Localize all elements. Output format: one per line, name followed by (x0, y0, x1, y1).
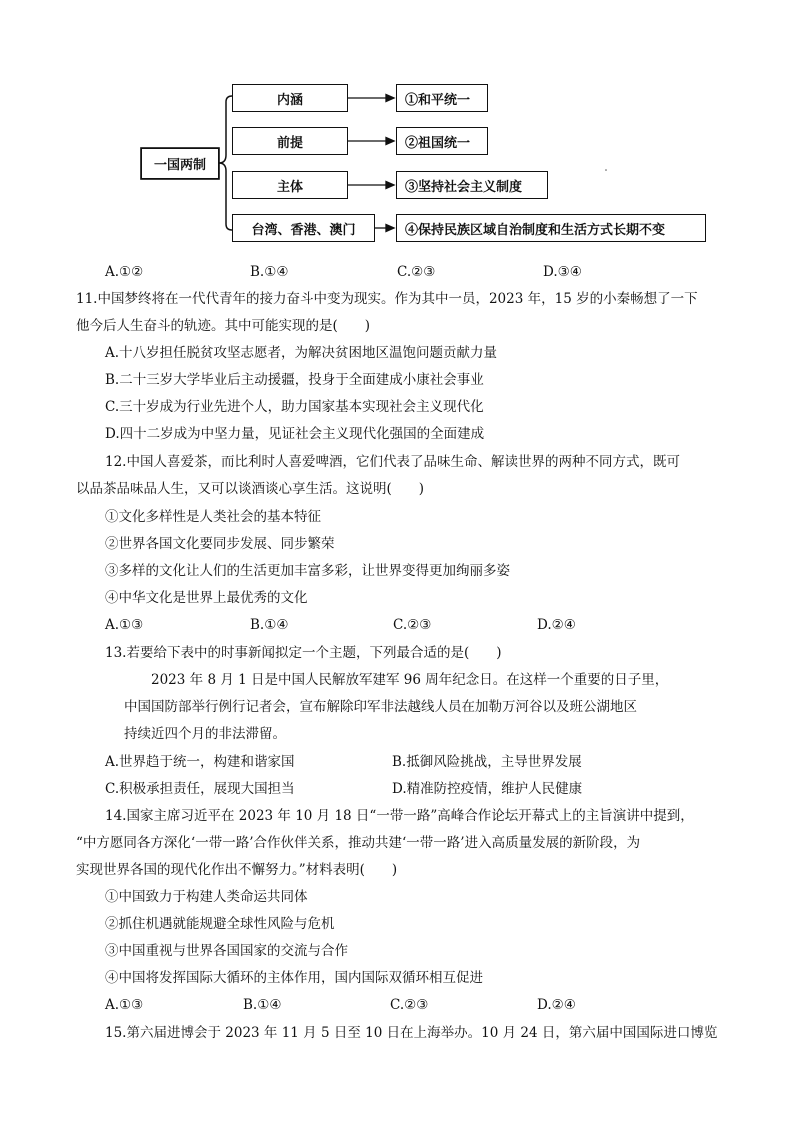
q14-item-3: ③中国重视与世界各国国家的交流与合作 (105, 943, 348, 959)
q14-item-2: ②抓住机遇就能规避全球性风险与危机 (105, 916, 335, 932)
q13-material-3: 持续近四个月的非法滞留。 (124, 726, 286, 742)
q13-option-b: B.抵御风险挑战，主导世界发展 (392, 754, 582, 770)
q13-option-a: A.世界趋于统一，构建和谐家国 (105, 754, 295, 770)
left-box-2: 前提 (232, 127, 348, 155)
q13-stem: 13.若要给下表中的时事新闻拟定一个主题，下列最合适的是( ) (105, 645, 502, 661)
q11-option-b: B.二十三岁大学毕业后主动援疆，投身于全面建成小康社会事业 (105, 372, 484, 388)
left-box-1: 内涵 (232, 84, 348, 112)
q14-option-c: C.②③ (390, 997, 429, 1013)
q10-option-a: A.①② (105, 264, 144, 280)
q11-option-a: A.十八岁担任脱贫攻坚志愿者，为解决贫困地区温饱问题贡献力量 (105, 345, 498, 361)
right-box-4: ④保持民族区域自治制度和生活方式长期不变 (396, 214, 706, 242)
q11-option-c: C.三十岁成为行业先进个人，助力国家基本实现社会主义现代化 (105, 399, 484, 415)
q12-item-3: ③多样的文化让人们的生活更加丰富多彩，让世界变得更加绚丽多姿 (105, 563, 510, 579)
q14-item-1: ①中国致力于构建人类命运共同体 (105, 889, 308, 905)
q12-option-a: A.①③ (105, 617, 144, 633)
q12-stem-2: 以品茶品味品人生，又可以谈酒谈心享生活。这说明( ) (76, 481, 425, 497)
q15-stem: 15.第六届进博会于 2023 年 11 月 5 日至 10 日在上海举办。10 月 24 日，第六届中国国际进口博览 (105, 1025, 718, 1041)
q11-option-d: D.四十二岁成为中坚力量，见证社会主义现代化强国的全面建成 (105, 426, 485, 442)
right-box-1: ①和平统一 (396, 84, 488, 112)
q12-item-4: ④中华文化是世界上最优秀的文化 (105, 590, 308, 606)
q13-option-d: D.精准防控疫情，维护人民健康 (392, 781, 583, 797)
q12-option-d: D.②④ (537, 617, 576, 633)
arrow-head-2 (386, 138, 394, 145)
q13-material-1: 2023 年 8 月 1 日是中国人民解放军建军 96 周年纪念日。在这样一个重要的日子里， (151, 672, 669, 688)
q12-stem-1: 12.中国人喜爱茶，而比利时人喜爱啤酒，它们代表了品味生命、解读世界的两种不同方式，既可 (105, 454, 680, 470)
stray-dot (605, 169, 607, 171)
q10-option-c: C.②③ (397, 264, 436, 280)
right-box-3: ③坚持社会主义制度 (396, 171, 548, 199)
q10-option-b: B.①④ (250, 264, 289, 280)
q12-item-2: ②世界各国文化要同步发展、同步繁荣 (105, 536, 335, 552)
left-box-4: 台湾、香港、澳门 (232, 214, 375, 242)
q14-option-b: B.①④ (243, 997, 282, 1013)
q14-item-4: ④中国将发挥国际大循环的主体作用，国内国际双循环相互促进 (105, 970, 483, 986)
left-box-3: 主体 (232, 171, 348, 199)
q10-option-d: D.③④ (543, 264, 582, 280)
right-box-2: ②祖国统一 (396, 127, 488, 155)
arrow-head-4 (386, 225, 394, 232)
brace-top (219, 96, 232, 163)
q11-stem-2: 他今后人生奋斗的轨迹。其中可能实现的是( ) (76, 318, 371, 334)
q14-stem-1: 14.国家主席习近平在 2023 年 10 月 18 日“一带一路”高峰合作论坛开幕式上的主旨演讲中提到， (105, 808, 694, 824)
q14-option-d: D.②④ (537, 997, 576, 1013)
q12-option-c: C.②③ (393, 617, 432, 633)
q14-option-a: A.①③ (105, 997, 144, 1013)
q13-material-2: 中国国防部举行例行记者会，宣布解除印军非法越线人员在加勒万河谷以及班公湖地区 (124, 699, 637, 715)
brace-bottom (219, 163, 232, 230)
root-box: 一国两制 (141, 148, 219, 179)
q11-stem-1: 11.中国梦终将在一代代青年的接力奋斗中变为现实。作为其中一员，2023 年，15 岁的小秦畅想了一下 (76, 291, 698, 307)
arrow-head-1 (386, 95, 394, 102)
arrow-head-3 (386, 182, 394, 189)
q12-item-1: ①文化多样性是人类社会的基本特征 (105, 509, 321, 525)
q14-stem-3: 实现世界各国的现代化作出不懈努力。”材料表明( ) (76, 862, 398, 878)
q12-option-b: B.①④ (250, 617, 289, 633)
q13-option-c: C.积极承担责任，展现大国担当 (105, 781, 295, 797)
q14-stem-2: “中方愿同各方深化‘一带一路’合作伙伴关系，推动共建‘一带一路’进入高质量发展的新阶段，为 (76, 835, 641, 851)
